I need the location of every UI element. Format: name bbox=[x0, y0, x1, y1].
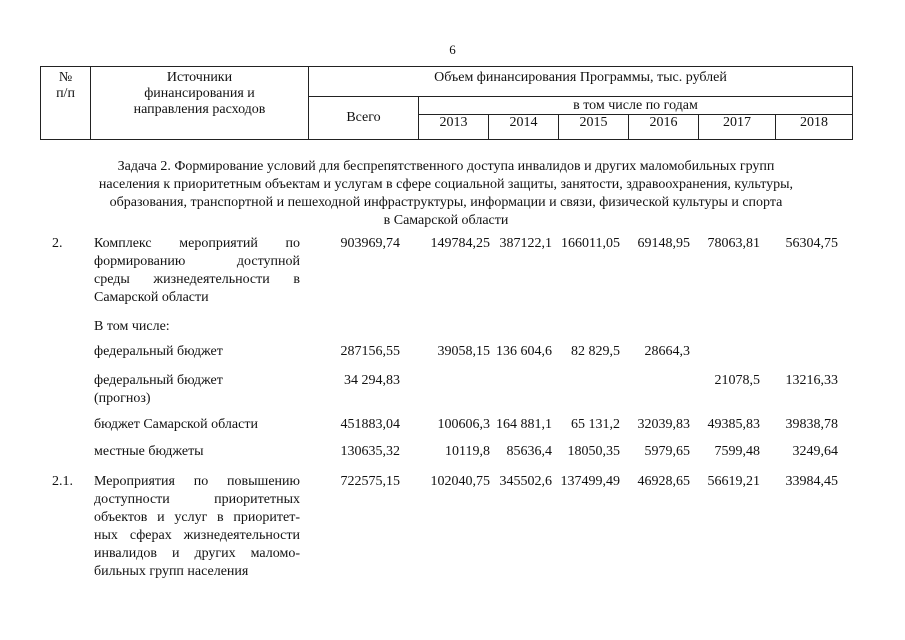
row-value-2017: 21078,5 bbox=[714, 373, 760, 388]
header-year: 2014 bbox=[489, 115, 559, 140]
header-col-by-years: в том числе по годам bbox=[419, 97, 853, 115]
row-label: федеральный бюджет bbox=[94, 344, 223, 359]
row-number: 2.1. bbox=[52, 474, 73, 489]
row-value-2018: 33984,45 bbox=[785, 474, 838, 489]
row-value-2016: 69148,95 bbox=[637, 236, 690, 251]
row-value-2014: 136 604,6 bbox=[496, 344, 552, 359]
row-label: бильных групп населения bbox=[94, 564, 249, 579]
row-value-2013: 10119,8 bbox=[445, 444, 490, 459]
header-year: 2016 bbox=[629, 115, 699, 140]
row-value-2018: 3249,64 bbox=[792, 444, 838, 459]
header-year: 2018 bbox=[776, 115, 853, 140]
row-label: доступности приоритетных bbox=[94, 492, 300, 507]
header-year: 2015 bbox=[559, 115, 629, 140]
row-value-2013: 100606,3 bbox=[437, 417, 490, 432]
row-label: Мероприятия по повышению bbox=[94, 474, 300, 489]
page-number: 6 bbox=[449, 42, 456, 57]
header-table bbox=[40, 66, 853, 140]
row-total: 130635,32 bbox=[340, 444, 400, 459]
task-heading: Задача 2. Формирование условий для беспрепятственного доступа инвалидов и других маломобильных групп населения к приоритетным объектам и услугам в сфере социальной защиты, занятости, здравоохранения, культуры, образования, транспортной и пешеходной инфраструктуры, информации и связи, физической культуры и спорта в Самарской области bbox=[98, 159, 794, 228]
row-value-2013: 149784,25 bbox=[430, 236, 490, 251]
header-col-sources: Источники финансирования и направления расходов bbox=[91, 67, 309, 140]
header-col-total: Всего bbox=[309, 97, 419, 140]
row-total: 34 294,83 bbox=[344, 373, 400, 388]
row-label: (прогноз) bbox=[94, 391, 151, 406]
header-year: 2017 bbox=[699, 115, 776, 140]
row-value-2014: 85636,4 bbox=[506, 444, 552, 459]
row-label: ных сферах жизнедеятельности bbox=[94, 528, 300, 543]
row-label: формированию доступной bbox=[94, 254, 300, 269]
row-total: 287156,55 bbox=[340, 344, 400, 359]
row-total: 451883,04 bbox=[340, 417, 400, 432]
row-value-2018: 56304,75 bbox=[785, 236, 838, 251]
row-label: В том числе: bbox=[94, 319, 170, 334]
row-value-2016: 32039,83 bbox=[637, 417, 690, 432]
row-total: 722575,15 bbox=[340, 474, 400, 489]
row-value-2015: 166011,05 bbox=[561, 236, 620, 251]
row-label: местные бюджеты bbox=[94, 444, 204, 459]
row-label: объектов и услуг в приоритет- bbox=[94, 510, 300, 525]
row-value-2014: 164 881,1 bbox=[496, 417, 552, 432]
row-value-2014: 387122,1 bbox=[499, 236, 552, 251]
row-number: 2. bbox=[52, 236, 63, 251]
row-value-2015: 18050,35 bbox=[567, 444, 620, 459]
row-value-2017: 78063,81 bbox=[707, 236, 760, 251]
row-label: среды жизнедеятельности в bbox=[94, 272, 300, 287]
row-value-2018: 39838,78 bbox=[785, 417, 838, 432]
row-value-2017: 49385,83 bbox=[707, 417, 760, 432]
row-value-2013: 102040,75 bbox=[430, 474, 490, 489]
row-value-2015: 82 829,5 bbox=[571, 344, 620, 359]
row-label: бюджет Самарской области bbox=[94, 417, 258, 432]
row-value-2013: 39058,15 bbox=[437, 344, 490, 359]
row-value-2016: 28664,3 bbox=[644, 344, 690, 359]
row-total: 903969,74 bbox=[340, 236, 400, 251]
row-label: Самарской области bbox=[94, 290, 209, 305]
row-value-2015: 65 131,2 bbox=[571, 417, 620, 432]
row-label: инвалидов и других маломо- bbox=[94, 546, 300, 561]
row-label: федеральный бюджет bbox=[94, 373, 223, 388]
row-value-2015: 137499,49 bbox=[560, 474, 620, 489]
header-year: 2013 bbox=[419, 115, 489, 140]
header-col-number: № п/п bbox=[41, 67, 91, 140]
row-value-2017: 7599,48 bbox=[714, 444, 760, 459]
row-label: Комплекс мероприятий по bbox=[94, 236, 300, 251]
row-value-2014: 345502,6 bbox=[499, 474, 552, 489]
header-col-volume: Объем финансирования Программы, тыс. рублей bbox=[309, 67, 853, 97]
row-value-2018: 13216,33 bbox=[785, 373, 838, 388]
row-value-2016: 46928,65 bbox=[637, 474, 690, 489]
row-value-2016: 5979,65 bbox=[644, 444, 690, 459]
row-value-2017: 56619,21 bbox=[707, 474, 760, 489]
